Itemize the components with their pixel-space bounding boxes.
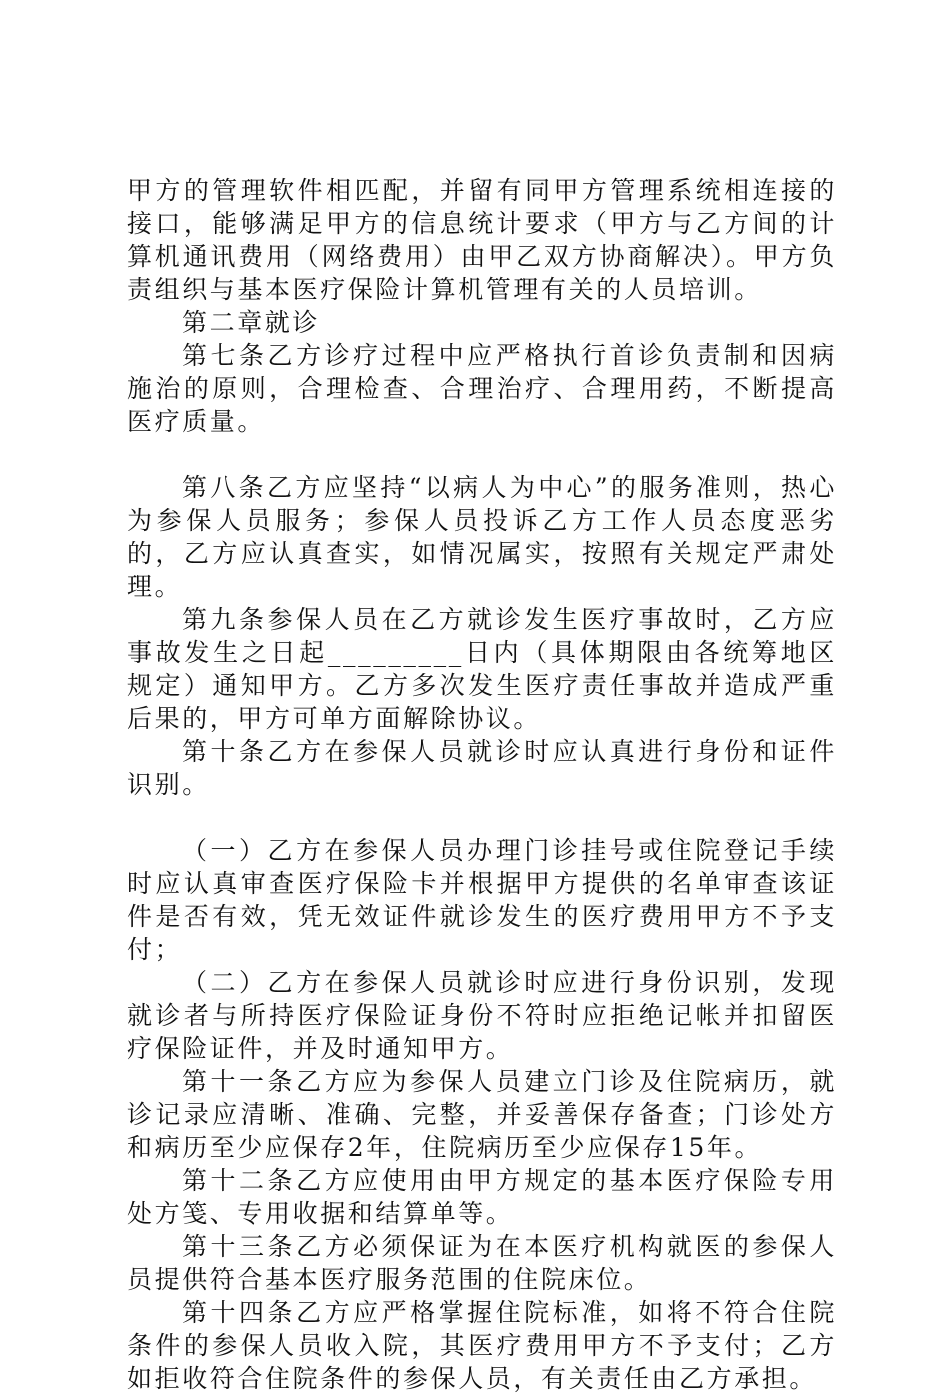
article-10-item-1: （一）乙方在参保人员办理门诊挂号或住院登记手续时应认真审查医疗保险卡并根据甲方提供的名单审查该证件是否有效，凭无效证件就诊发生的医疗费用甲方不予支付； [127,836,837,964]
document-body [127,174,837,1395]
article-10-item-2: （二）乙方在参保人员就诊时应进行身份识别，发现就诊者与所持医疗保险证身份不符时应拒绝记帐并扣留医疗保险证件，并及时通知甲方。 [127,968,837,1063]
article-11: 第十一条乙方应为参保人员建立门诊及住院病历，就诊记录应清晰、准确、完整，并妥善保存备查；门诊处方和病历至少应保存2年，住院病历至少应保存15年。 [127,1067,837,1162]
article-13: 第十三条乙方必须保证为在本医疗机构就医的参保人员提供符合基本医疗服务范围的住院床位。 [127,1232,837,1294]
paragraph-software-training: 甲方的管理软件相匹配，并留有同甲方管理系统相连接的接口，能够满足甲方的信息统计要求（甲方与乙方间的计算机通讯费用（网络费用）由甲乙双方协商解决）。甲方负责组织与基本医疗保险计算机管理有关的人员培训。 [127,176,837,304]
article-12: 第十二条乙方应使用由甲方规定的基本医疗保险专用处方笺、专用收据和结算单等。 [127,1166,837,1228]
article-14: 第十四条乙方应严格掌握住院标准，如将不符合住院条件的参保人员收入院，其医疗费用甲方不予支付；乙方如拒收符合住院条件的参保人员，有关责任由乙方承担。 [127,1298,837,1393]
article-8: 第八条乙方应坚持“以病人为中心”的服务准则，热心为参保人员服务；参保人员投诉乙方工作人员态度恶劣的，乙方应认真查实，如情况属实，按照有关规定严肃处理。 [127,473,837,601]
article-9: 第九条参保人员在乙方就诊发生医疗事故时，乙方应事故发生之日起_________日内（具体期限由各统筹地区规定）通知甲方。乙方多次发生医疗责任事故并造成严重后果的，甲方可单方面解除协议。 [127,605,837,733]
article-7: 第七条乙方诊疗过程中应严格执行首诊负责制和因病施治的原则，合理检查、合理治疗、合理用药，不断提高医疗质量。 [127,341,837,436]
article-10: 第十条乙方在参保人员就诊时应认真进行身份和证件识别。 [127,737,837,799]
chapter-heading-consultation: 第二章就诊 [182,308,321,337]
